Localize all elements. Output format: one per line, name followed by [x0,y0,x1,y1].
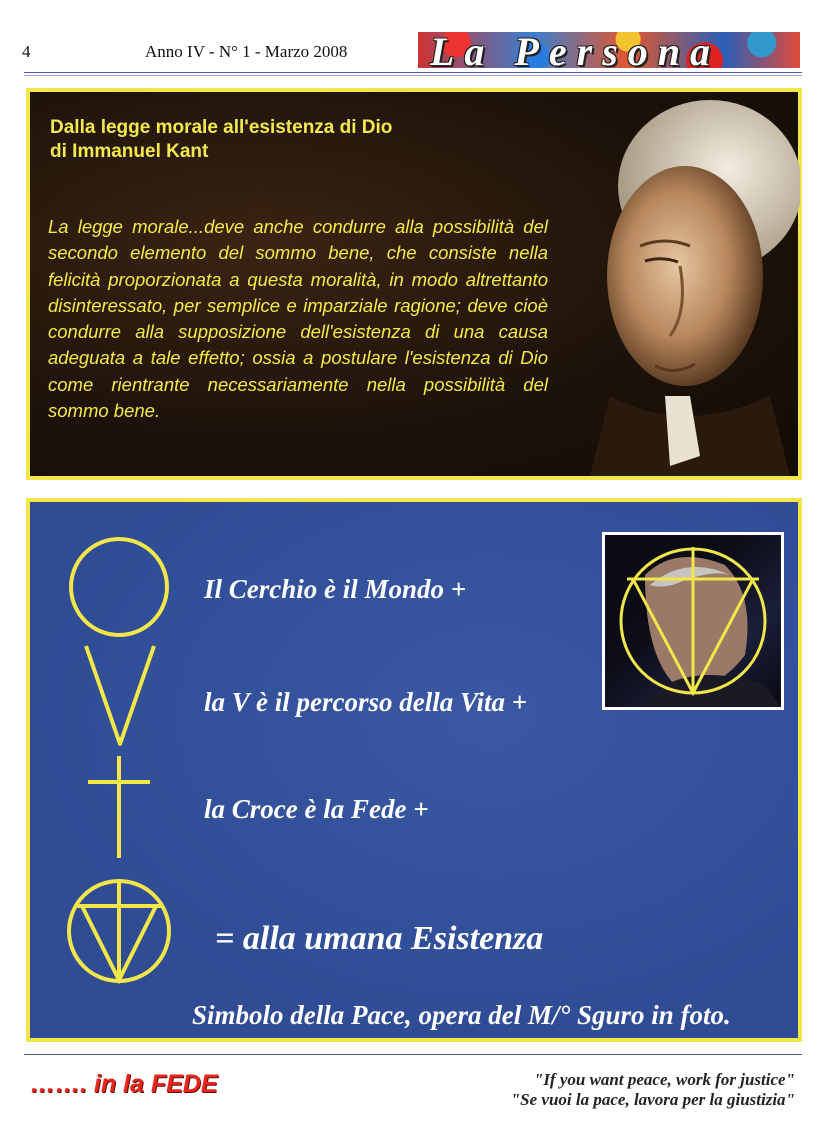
cross-icon [84,752,154,862]
kant-quote-text: La legge morale...deve anche condurre alla possibilità del secondo elemento del sommo bene, che consiste nella felicità proporzionata a questa moralità, in modo altrettanto disinteressato, per semplice e imparziale ragione; deve cioè condurre alla supposizione dell'esistenza di una causa adeguata a tale effetto; ossia a postulare l'esistenza di Dio come rientrante necessariamente nella possibilità del sommo bene. [48,216,548,422]
fede-slogan: ……. in la FEDE [30,1070,218,1098]
kant-title-line1: Dalla legge morale all'esistenza di Dio [50,117,393,138]
v-meaning: la V è il percorso della Vita + [204,687,528,717]
masthead-logo [418,32,800,68]
page-number: 4 [22,42,31,61]
symbol-result: = alla umana Esistenza [215,920,544,957]
sguro-photo [602,532,784,710]
kant-portrait-image [570,96,800,476]
header-divider-secondary [24,75,802,76]
kant-article-title [50,116,570,164]
masthead-title: La Persona [430,32,720,68]
kant-article-panel [26,88,802,480]
peace-symbol-panel [26,498,802,1042]
kant-title-line2: di Immanuel Kant [50,141,209,162]
quote-english: "If you want peace, work for justice" [533,1070,795,1089]
photo-image [605,535,781,707]
symbol-caption: Simbolo della Pace, opera del M/° Sguro in foto. [192,1000,731,1030]
header-divider [24,72,802,73]
circle-icon [66,534,172,640]
quote-italian: "Se vuoi la pace, lavora per la giustizia" [510,1090,795,1109]
peace-quote [511,1070,795,1110]
v-shape-icon [80,640,160,750]
circle-meaning: Il Cerchio è il Mondo + [204,574,467,604]
peace-symbol-icon [64,876,174,986]
cross-meaning: la Croce è la Fede + [204,794,429,824]
issue-info: Anno IV - N° 1 - Marzo 2008 [145,42,348,61]
footer-divider [24,1054,802,1055]
